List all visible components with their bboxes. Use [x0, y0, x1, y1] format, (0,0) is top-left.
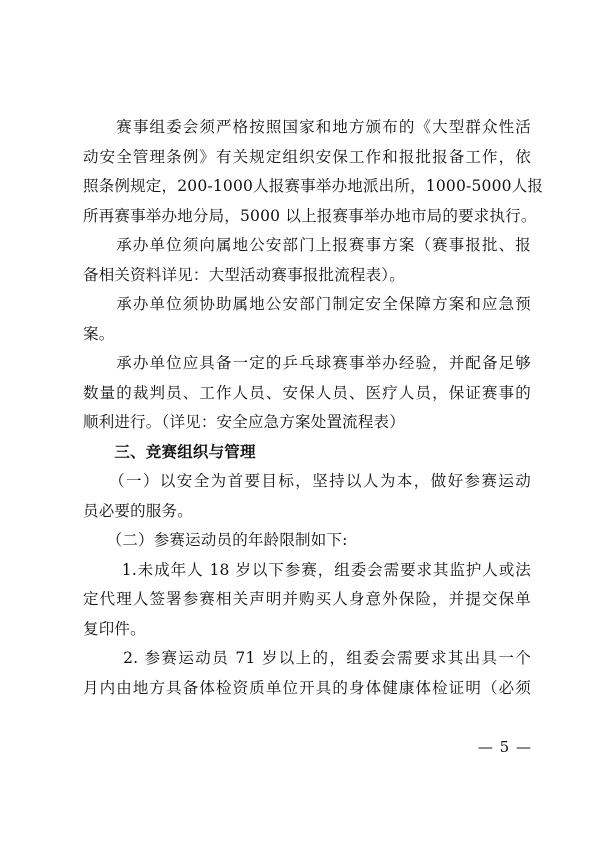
paragraph-line: 案。: [83, 324, 115, 343]
paragraph-line: 1.未成年人 18 岁以下参赛，组委会需要求其监护人或法: [83, 560, 531, 579]
paragraph-line: 员必要的服务。: [83, 501, 193, 520]
paragraph-line: 照条例规定，200-1000人报赛事举办地派出所，1000-5000人报: [83, 177, 544, 195]
section-heading: 三、竞赛组织与管理: [83, 442, 256, 461]
document-body: [83, 113, 544, 703]
paragraph-line: 承办单位须向属地公安部门上报赛事方案（赛事报批、报: [83, 236, 531, 254]
paragraph-line: 复印件。: [83, 619, 146, 638]
page-number: — 5 —: [477, 738, 532, 756]
paragraph-line: 动安全管理条例》有关规定组织安保工作和报批报备工作，依: [83, 147, 531, 166]
paragraph-line: （二）参赛运动员的年龄限制如下:: [83, 531, 348, 549]
paragraph-line: 承办单位应具备一定的乒乓球赛事举办经验，并配备足够: [83, 354, 531, 372]
paragraph-line: 数量的裁判员、工作人员、安保人员、医疗人员，保证赛事的: [83, 383, 531, 402]
paragraph-line: 承办单位须协助属地公安部门制定安全保障方案和应急预: [83, 295, 531, 313]
paragraph-line: 所再赛事举办地分局，5000 以上报赛事举办地市局的要求执行。: [83, 206, 537, 225]
paragraph-line: 月内由地方具备体检资质单位开具的身体健康体检证明（必须: [83, 678, 531, 697]
paragraph-line: 赛事组委会须严格按照国家和地方颁布的《大型群众性活: [83, 118, 531, 136]
paragraph-line: 备相关资料详见：大型活动赛事报批流程表）。: [83, 265, 405, 284]
paragraph-line: 定代理人签署参赛相关声明并购买人身意外保险，并提交保单: [83, 590, 531, 608]
paragraph-line: 顺利进行。（详见：安全应急方案处置流程表）: [83, 413, 405, 431]
paragraph-line: （一）以安全为首要目标，坚持以人为本，做好参赛运动: [83, 472, 531, 490]
paragraph-line: 2. 参赛运动员 71 岁以上的，组委会需要求其出具一个: [83, 649, 531, 667]
